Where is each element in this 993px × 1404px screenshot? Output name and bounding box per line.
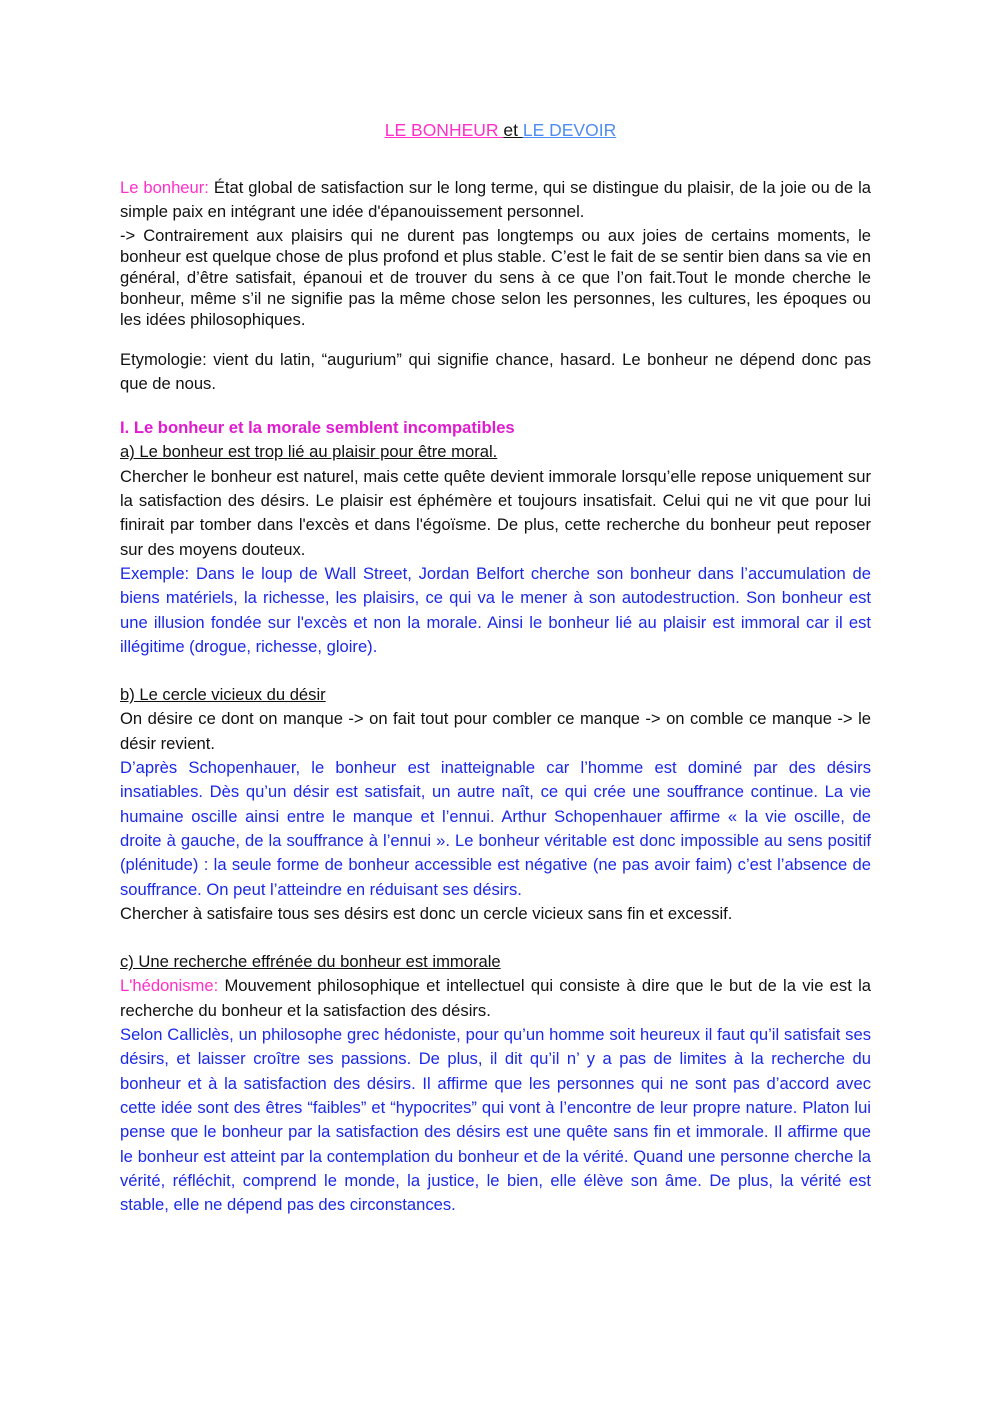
hedonisme-definition: Mouvement philosophique et intellectuel qui consiste à dire que le but de la vie est la recherche du bonheur et la satisfaction des désirs. [120,976,871,1020]
title-bonheur: LE BONHEUR [384,120,504,140]
etymology-paragraph: Etymologie: vient du latin, “augurium” qui signifie chance, hasard. Le bonheur ne dépend donc pas que de nous. [120,349,871,393]
definition-bonheur [120,176,871,225]
subsection-c-definition [120,974,871,1023]
subsection-a-example: Exemple: Dans le loup de Wall Street, Jordan Belfort cherche son bonheur dans l’accumulation de biens matériels, la richesse, les plaisirs, ce qui va le mener à son autodestruction. Son bonheur est une illusion fondée sur l'excès et non la morale. Ainsi le bonheur lié au plaisir est immoral car il est illégitime (drogue, richesse, gloire). [120,563,871,656]
title-devoir: LE DEVOIR [522,120,617,140]
section-heading: I. Le bonheur et la morale semblent incompatibles [120,418,515,438]
subsection-a-title: a) Le bonheur est trop lié au plaisir pour être moral. [120,442,498,462]
document-page [120,118,871,1217]
page-title [120,118,871,142]
definition-text: État global de satisfaction sur le long terme, qui se distingue du plaisir, de la joie ou de la simple paix en intégrant une idée d'épanouissement personnel. [120,178,871,222]
subsection-b-title: b) Le cercle vicieux du désir [120,685,326,705]
subsection-c-callicles-platon: Selon Calliclès, un philosophe grec hédoniste, pour qu’un homme soit heureux il faut qu’il satisfait ses désirs, et laisser croître ses passions. De plus, il dit qu’il n’ y a pas de limites à la recherche du bonheur et à la satisfaction des désirs. Il affirme que les personnes qui ne sont pas d’accord avec cette idée sont des êtres “faibles” et “hypocrites” qui vont à l’encontre de leur propre nature. Platon lui pense que le bonheur par la satisfaction des désirs est une quête sans fin et immorale. Il affirme que le bonheur est atteint par la contemplation du bonheur et de la vérité. Quand une personne cherche la vérité, réfléchit, comprend le monde, la justice, le bien, elle élève son âme. De plus, la vérité est stable, elle ne dépend pas des circonstances. [120,1025,871,1215]
definition-explanation: -> Contrairement aux plaisirs qui ne durent pas longtemps ou aux joies de certains moments, le bonheur est quelque chose de plus profond et plus stable. C’est le fait de se sentir bien dans sa vie en général, d’être satisfait, épanoui et de trouver du sens à ce que l’on fait.Tout le monde cherche le bonheur, même s’il ne signifie pas la même chose selon les personnes, les cultures, les époques ou les idées philosophiques. [120,225,871,329]
hedonisme-term: L'hédonisme: [120,976,219,996]
definition-term: Le bonheur: [120,178,209,197]
subsection-c-title: c) Une recherche effrénée du bonheur est immorale [120,952,501,972]
subsection-b-schopenhauer: D’après Schopenhauer, le bonheur est inatteignable car l’homme est dominé par des désirs insatiables. Dès qu’un désir est satisfait, un autre naît, ce qui crée une souffrance continue. La vie humaine oscille ainsi entre le manque et l’ennui. Arthur Schopenhauer affirme « la vie oscille, de droite à gauche, de la souffrance à l’ennui ». Le bonheur véritable est donc impossible au sens positif (plénitude) : la seule forme de bonheur accessible est négative (ne pas avoir faim) c’est l’absence de souffrance. On peut l’atteindre en réduisant ses désirs. [120,758,871,899]
subsection-b-conclusion: Chercher à satisfaire tous ses désirs est donc un cercle vicieux sans fin et excessif. [120,903,733,923]
subsection-a-text: Chercher le bonheur est naturel, mais cette quête devient immorale lorsqu’elle repose uniquement sur la satisfaction des désirs. Le plaisir est éphémère et toujours insatisfait. Celui qui ne vit que pour lui finirait par tomber dans l'excès et dans l'égoïsme. De plus, cette recherche du bonheur peut reposer sur des moyens douteux. [120,466,871,559]
title-et: et [503,120,523,140]
subsection-b-text: On désire ce dont on manque -> on fait tout pour combler ce manque -> on comble ce manque -> le désir revient. [120,709,871,753]
